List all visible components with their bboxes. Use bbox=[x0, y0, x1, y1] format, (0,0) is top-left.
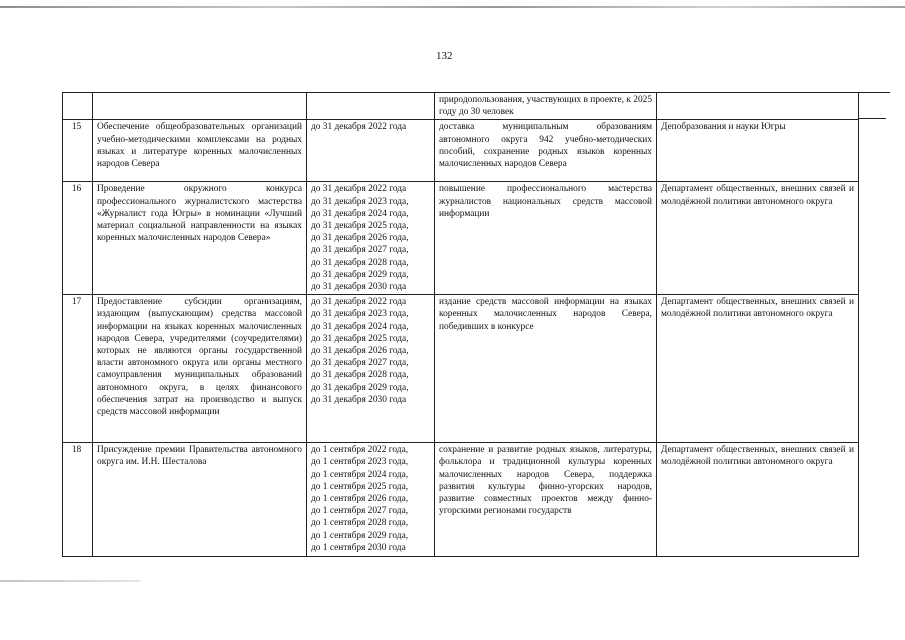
responsible-cell: Департамент общественных, внешних связей и молодёжной политики автономного округа bbox=[657, 443, 859, 557]
row-number: 18 bbox=[63, 443, 93, 557]
deadline-cell bbox=[307, 182, 435, 295]
deadline-line: до 31 декабря 2029 года, bbox=[311, 382, 409, 393]
responsible-cell: Департамент общественных, внешних связей и молодёжной политики автономного округа bbox=[657, 295, 859, 443]
responsible-cell: Депобразования и науки Югры bbox=[657, 120, 859, 182]
table-row bbox=[63, 120, 859, 182]
deadline-line: до 31 декабря 2022 года bbox=[311, 184, 407, 195]
deadline-line: до 31 декабря 2024 года, bbox=[311, 321, 409, 332]
deadline-cell bbox=[307, 120, 435, 182]
scan-edge-top bbox=[0, 6, 905, 8]
responsible-cell: Департамент общественных, внешних связей и молодёжной политики автономного округа bbox=[657, 182, 859, 295]
result-cell: издание средств массовой информации на языках коренных малочисленных народов Севера, победивших в конкурсе bbox=[435, 295, 657, 443]
deadline-line: до 31 декабря 2023 года, bbox=[311, 196, 409, 207]
deadline-line: до 1 сентября 2023 года, bbox=[311, 457, 409, 468]
activity-cell bbox=[93, 93, 307, 120]
deadline-line: до 31 декабря 2025 года, bbox=[311, 333, 409, 344]
deadline-line: до 31 декабря 2027 года, bbox=[311, 245, 409, 256]
deadline-line: до 31 декабря 2027 года, bbox=[311, 358, 409, 369]
deadline-line: до 31 декабря 2022 года bbox=[311, 122, 407, 133]
deadline-line: до 31 декабря 2022 года bbox=[311, 297, 407, 308]
deadline-line: до 31 декабря 2028 года, bbox=[311, 370, 409, 381]
deadline-line: до 1 сентября 2024 года, bbox=[311, 469, 409, 480]
deadline-line: до 31 декабря 2026 года, bbox=[311, 233, 409, 244]
deadline-line: до 31 декабря 2030 года bbox=[311, 394, 407, 405]
deadline-line: до 1 сентября 2022 года, bbox=[311, 445, 409, 456]
result-cell: доставка муниципальным образованиям автономного округа 942 учебно-методических пособий, сохранение родных языков коренных малочисленных народов Севера bbox=[435, 120, 657, 182]
deadline-line: до 31 декабря 2024 года, bbox=[311, 208, 409, 219]
activity-cell: Обеспечение общеобразовательных организаций учебно-методическими комплексами на родных языках и литературе коренных малочисленных народов Севера bbox=[93, 120, 307, 182]
row-number: 15 bbox=[63, 120, 93, 182]
deadline-cell bbox=[307, 93, 435, 120]
table-row bbox=[63, 295, 859, 443]
scan-edge-bottom bbox=[0, 580, 140, 582]
deadline-cell bbox=[307, 443, 435, 557]
row-number: 17 bbox=[63, 295, 93, 443]
responsible-cell bbox=[657, 93, 859, 120]
deadline-line: до 31 декабря 2030 года bbox=[311, 282, 407, 293]
deadline-line: до 31 декабря 2029 года, bbox=[311, 269, 409, 280]
deadline-line: до 1 сентября 2025 года, bbox=[311, 481, 409, 492]
deadline-line: до 1 сентября 2026 года, bbox=[311, 494, 409, 505]
result-cell: природопользования, участвующих в проекте, к 2025 году до 30 человек bbox=[435, 93, 657, 120]
row-number: 16 bbox=[63, 182, 93, 295]
activity-cell: Проведение окружного конкурса профессионального журналистского мастерства «Журналист года Югры» в номинации «Лучший материал социальной направленности на языках коренных малочисленных народов Севера» bbox=[93, 182, 307, 295]
deadline-line: до 1 сентября 2028 года, bbox=[311, 518, 409, 529]
table-row bbox=[63, 182, 859, 295]
table-row bbox=[63, 93, 859, 120]
deadline-line: до 31 декабря 2023 года, bbox=[311, 309, 409, 320]
activity-cell: Присуждение премии Правительства автономного округа им. И.Н. Шесталова bbox=[93, 443, 307, 557]
page-number: 132 bbox=[436, 50, 453, 62]
row-number bbox=[63, 93, 93, 120]
deadline-line: до 1 сентября 2029 года, bbox=[311, 530, 409, 541]
activity-cell: Предоставление субсидии организациям, издающим (выпускающим) средства массовой информации на языках коренных малочисленных народов Севера, учредителями (соучредителями) которых не являются органы государственной власти автономного округа или органы местного самоуправления муниципальных образований автономного округа, в целях финансового обеспечения затрат на производство и выпуск средств массовой информации bbox=[93, 295, 307, 443]
deadline-line: до 31 декабря 2028 года, bbox=[311, 257, 409, 268]
deadline-line: до 31 декабря 2025 года, bbox=[311, 221, 409, 232]
table-row bbox=[63, 443, 859, 557]
deadline-cell bbox=[307, 295, 435, 443]
table-edge-line bbox=[858, 92, 890, 93]
deadline-line: до 1 сентября 2027 года, bbox=[311, 506, 409, 517]
measures-table bbox=[62, 92, 859, 557]
deadline-line: до 1 сентября 2030 года bbox=[311, 542, 406, 553]
table-edge-line bbox=[858, 118, 886, 119]
result-cell: сохранение и развитие родных языков, литературы, фольклора и традиционной культуры коренных малочисленных народов Севера, поддержка развития культуры финно-угорских народов, развитие совместных проектов между финно-угорскими регионами государств bbox=[435, 443, 657, 557]
deadline-line: до 31 декабря 2026 года, bbox=[311, 346, 409, 357]
result-cell: повышение профессионального мастерства журналистов национальных средств массовой информации bbox=[435, 182, 657, 295]
